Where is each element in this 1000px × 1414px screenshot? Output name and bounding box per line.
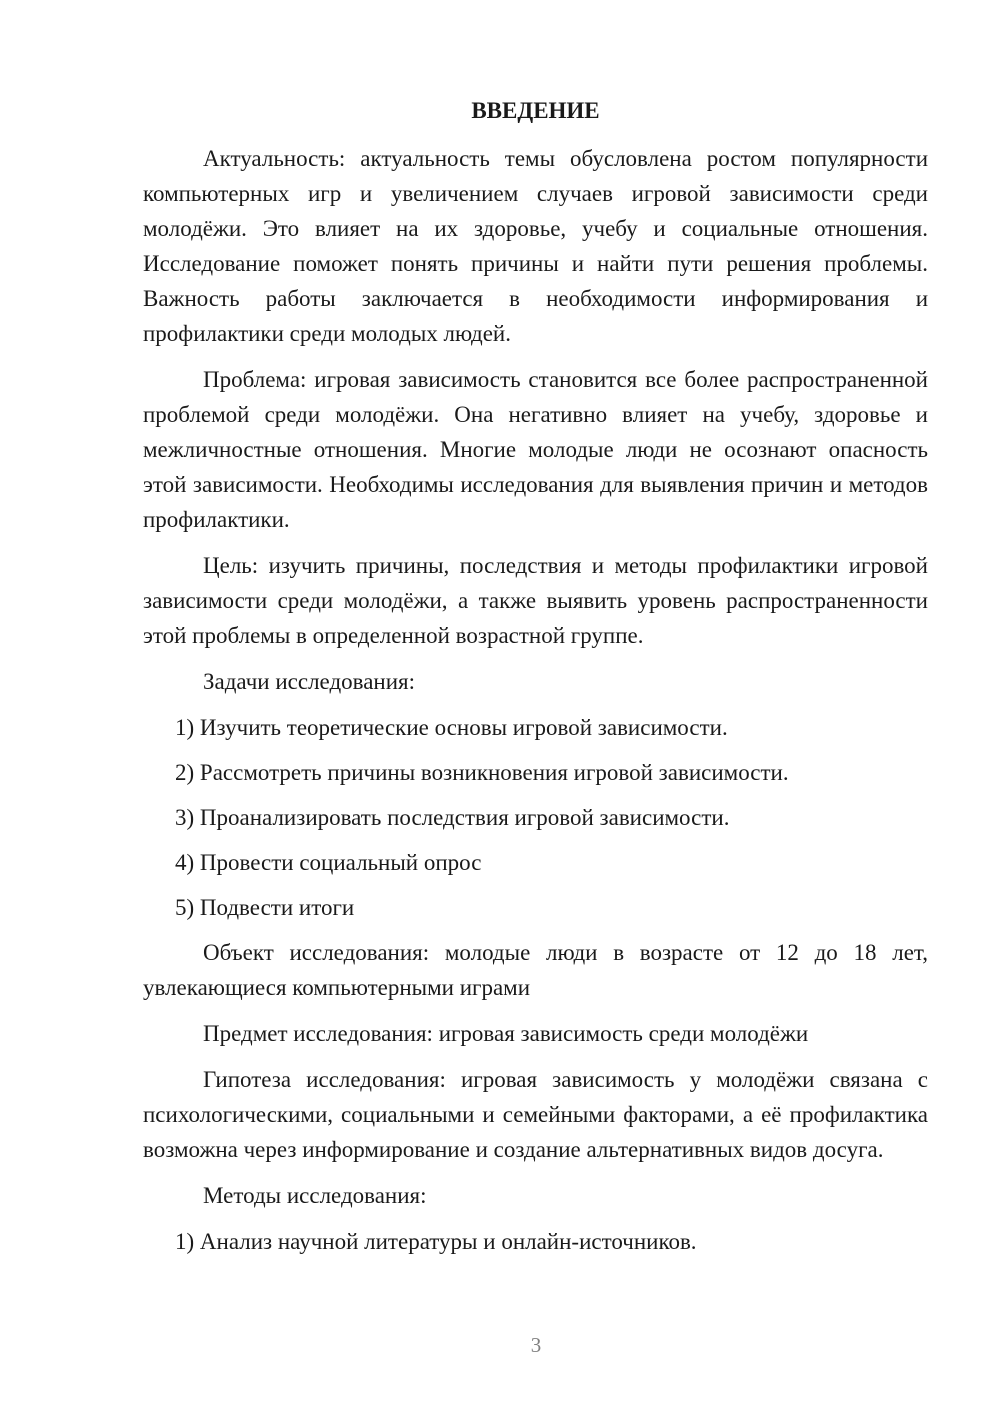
paragraph-relevance: Актуальность: актуальность темы обусловлена ростом популярности компьютерных игр и увеличением случаев игровой зависимости среди молодёжи. Это влияет на их здоровье, учебу и социальные отношения. Исследование поможет понять причины и найти пути решения проблемы. Важность работы заключается в необходимости информирования и профилактики среди молодых людей.: [143, 146, 928, 346]
paragraph-object: Объект исследования: молодые люди в возрасте от 12 до 18 лет, увлекающиеся компьютерными играми: [143, 940, 928, 1000]
task-item: 4) Провести социальный опрос: [175, 850, 482, 875]
task-item: 3) Проанализировать последствия игровой зависимости.: [175, 805, 730, 830]
section-heading: ВВЕДЕНИЕ: [471, 98, 600, 123]
task-item: 5) Подвести итоги: [175, 895, 355, 920]
page-content: [143, 94, 928, 1269]
page-number: 3: [530, 1333, 542, 1357]
paragraph-subject: Предмет исследования: игровая зависимость среди молодёжи: [203, 1021, 809, 1046]
methods-title: Методы исследования:: [203, 1183, 427, 1208]
method-item: 1) Анализ научной литературы и онлайн-источников.: [175, 1229, 697, 1254]
paragraph-goal: Цель: изучить причины, последствия и методы профилактики игровой зависимости среди молодёжи, а также выявить уровень распространенности этой проблемы в определенной возрастной группе.: [143, 553, 928, 648]
task-item: 2) Рассмотреть причины возникновения игровой зависимости.: [175, 760, 789, 785]
paragraph-hypothesis: Гипотеза исследования: игровая зависимость у молодёжи связана с психологическими, социальными и семейными факторами, а её профилактика возможна через информирование и создание альтернативных видов досуга.: [143, 1067, 928, 1162]
paragraph-problem: Проблема: игровая зависимость становится все более распространенной проблемой среди молодёжи. Она негативно влияет на учебу, здоровье и межличностные отношения. Многие молодые люди не осознают опасность этой зависимости. Необходимы исследования для выявления причин и методов профилактики.: [143, 367, 928, 532]
task-item: 1) Изучить теоретические основы игровой зависимости.: [175, 715, 728, 740]
tasks-title: Задачи исследования:: [203, 669, 416, 694]
